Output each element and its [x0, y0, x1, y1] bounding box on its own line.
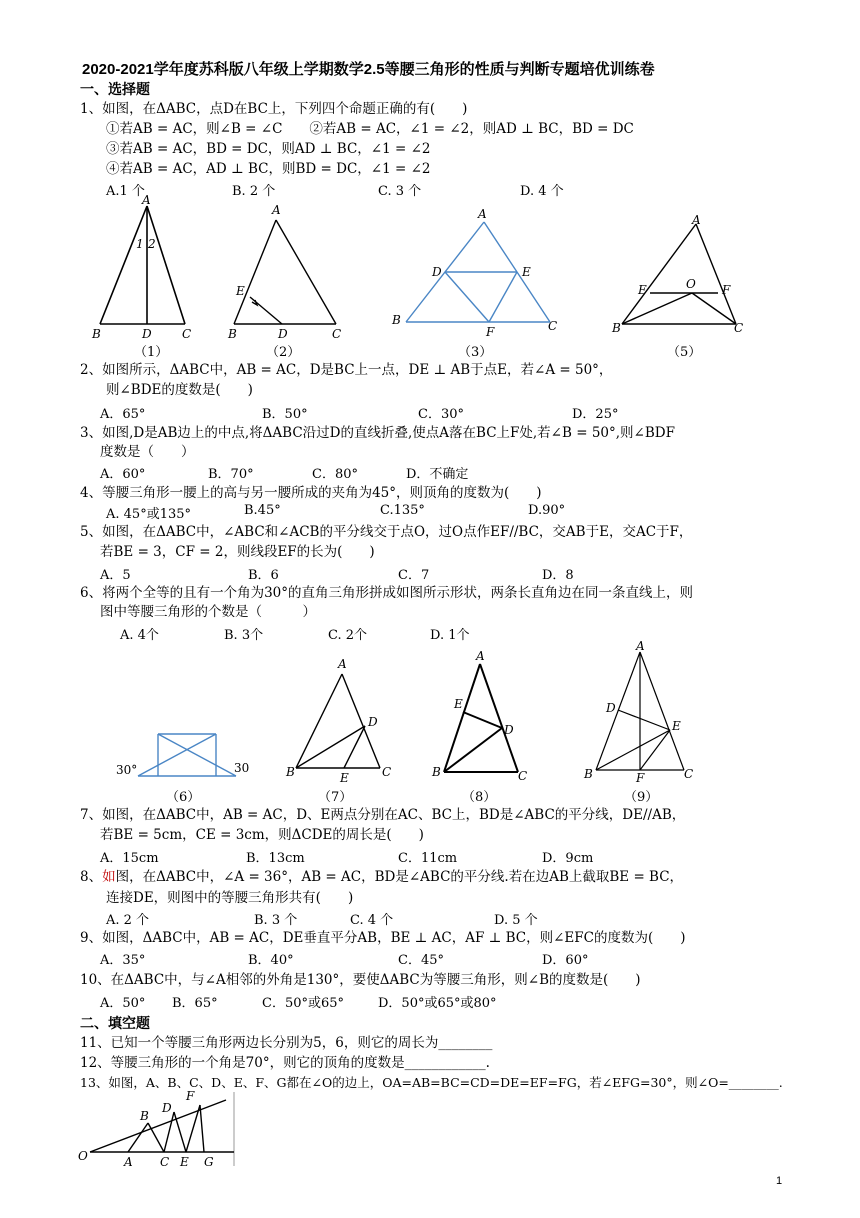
q1-proposition-4: ④若AB = AC，AD ⊥ BC，则BD = DC，∠1 = ∠2: [106, 161, 431, 177]
svg-text:1: 1: [136, 237, 144, 251]
figure-13: [76, 1090, 241, 1172]
q9-option-a: A．35°: [100, 953, 146, 968]
figure-1-caption: （1）: [134, 345, 169, 360]
svg-text:O: O: [78, 1149, 88, 1163]
svg-text:A: A: [636, 639, 645, 653]
svg-text:E: E: [236, 284, 245, 298]
q11-stem: 11、已知一个等腰三角形两边长分别为5，6，则它的周长为________: [80, 1035, 493, 1051]
svg-text:B: B: [228, 327, 237, 341]
q7-option-c: C．11cm: [398, 851, 458, 866]
q5-option-b: B．6: [248, 568, 279, 583]
q5-stem-line2: 若BE = 3，CF = 2，则线段EF的长为( ): [100, 544, 375, 560]
svg-text:F: F: [722, 283, 731, 297]
figure-5-caption: （5）: [667, 345, 702, 360]
q7-stem-line1: 7、如图，在ΔABC中，AB = AC，D、E两点分别在AC、BC上，BD是∠ABC的平分线，DE//AB，: [80, 807, 686, 823]
q8-stem-text: 图，在ΔABC中，∠A = 36°，AB = AC，BD是∠ABC的平分线.若在边AB上截取BE = BC，: [115, 869, 684, 885]
q4-option-a: A. 45°或135°: [106, 507, 192, 522]
q8-option-b: B. 3 个: [254, 913, 298, 928]
q7-option-a: A．15cm: [100, 851, 159, 866]
figure-6: [112, 726, 262, 782]
svg-text:A: A: [478, 207, 487, 221]
svg-text:C: C: [734, 321, 744, 335]
q13-stem: 13、如图，A、B、C、D、E、F、G都在∠O的边上，OA=AB=BC=CD=DE=EF=FG，若∠EFG=30°，则∠O=________.: [80, 1075, 783, 1090]
svg-text:D: D: [278, 327, 288, 341]
figure-5: [612, 213, 762, 340]
q6-option-b: B. 3个: [224, 628, 264, 643]
q1-option-c: C. 3 个: [378, 184, 422, 199]
q10-stem: 10、在ΔABC中，与∠A相邻的外角是130°，要使ΔABC为等腰三角形，则∠B的度数是( ): [80, 972, 641, 988]
svg-text:A: A: [476, 649, 485, 663]
figure-9: [580, 640, 710, 786]
svg-text:B: B: [432, 765, 441, 779]
q3-option-a: A．60°: [100, 467, 146, 482]
svg-text:C: C: [684, 767, 694, 781]
svg-text:C: C: [160, 1155, 170, 1169]
q6-stem-line1: 6、将两个全等的且有一个角为30°的直角三角形拼成如图所示形状，两条长直角边在同一条直线上，则: [80, 585, 694, 601]
q4-option-b: B.45°: [244, 503, 281, 518]
q3-option-d: D．不确定: [406, 467, 469, 482]
q2-stem-line2: 则∠BDE的度数是( ): [106, 382, 253, 398]
svg-text:D: D: [142, 327, 152, 341]
svg-text:D: D: [368, 715, 378, 729]
q7-option-d: D．9cm: [542, 851, 594, 866]
q3-stem-line1: 3、如图,D是AB边上的中点,将ΔABC沿过D的直线折叠,使点A落在BC上F处,若∠B = 50°,则∠BDF: [80, 425, 675, 441]
q6-stem-line2: 图中等腰三角形的个数是（ ）: [100, 604, 316, 620]
figure-2: [226, 200, 356, 346]
svg-text:B: B: [612, 321, 621, 335]
q2-stem-line1: 2、如图所示，ΔABC中，AB = AC，D是BC上一点，DE ⊥ AB于点E，若∠A = 50°，: [80, 362, 613, 378]
figure-7-caption: （7）: [318, 790, 353, 805]
q10-option-d: D．50°或65°或80°: [378, 996, 497, 1011]
q2-option-b: B．50°: [262, 407, 308, 422]
svg-text:A: A: [692, 213, 701, 227]
q5-option-a: A．5: [100, 568, 131, 583]
svg-text:B: B: [140, 1109, 149, 1123]
q8-red-char: 如: [102, 869, 116, 885]
q10-option-a: A．50°: [100, 996, 146, 1011]
q3-stem-line2: 度数是（ ）: [100, 444, 195, 460]
q1-option-b: B. 2 个: [232, 184, 276, 199]
q4-option-c: C.135°: [380, 503, 425, 518]
svg-text:B: B: [392, 313, 401, 327]
q7-stem-line2: 若BE = 5cm，CE = 3cm，则ΔCDE的周长是( ): [100, 827, 424, 843]
svg-text:C: C: [548, 319, 558, 333]
q1-option-a: A.1 个: [106, 184, 145, 199]
svg-text:O: O: [686, 277, 696, 291]
q4-option-d: D.90°: [528, 503, 566, 518]
q5-stem-line1: 5、如图，在ΔABC中，∠ABC和∠ACB的平分线交于点O，过O点作EF//BC，交AB于E，交AC于F，: [80, 524, 693, 540]
svg-text:D: D: [606, 701, 616, 715]
svg-text:C: C: [182, 327, 192, 341]
svg-text:E: E: [180, 1155, 189, 1169]
q5-option-c: C．7: [398, 568, 430, 583]
figure-1: [90, 193, 200, 346]
q4-stem: 4、等腰三角形一腰上的高与另一腰所成的夹角为45°，则顶角的度数为( ): [80, 485, 542, 501]
q1-stem: 1、如图，在ΔABC，点D在BC上，下列四个命题正确的有( ): [80, 101, 468, 117]
svg-text:E: E: [672, 719, 681, 733]
figure-8-caption: （8）: [462, 790, 497, 805]
svg-text:E: E: [454, 697, 463, 711]
q2-option-d: D．25°: [572, 407, 619, 422]
q1-proposition-1-2: ①若AB = AC，则∠B = ∠C ②若AB = AC，∠1 = ∠2，则AD ⊥ BC，BD = DC: [106, 121, 634, 137]
q6-option-c: C. 2个: [328, 628, 368, 643]
svg-text:2: 2: [148, 237, 156, 251]
svg-text:A: A: [142, 193, 151, 207]
q2-option-c: C．30°: [418, 407, 464, 422]
q10-option-b: B．65°: [172, 996, 218, 1011]
svg-text:C: C: [332, 327, 342, 341]
figure-3-caption: （3）: [458, 345, 493, 360]
svg-text:G: G: [204, 1155, 214, 1169]
q3-option-b: B．70°: [208, 467, 254, 482]
figure-3: [386, 206, 566, 338]
q9-stem: 9、如图，ΔABC中，AB = AC，DE垂直平分AB，BE ⊥ AC，AF ⊥ BC，则∠EFC的度数为( ): [80, 930, 686, 946]
svg-text:A: A: [272, 203, 281, 217]
q1-option-d: D. 4 个: [520, 184, 564, 199]
svg-text:A: A: [338, 657, 347, 671]
q1-proposition-3: ③若AB = AC，BD = DC，则AD ⊥ BC，∠1 = ∠2: [106, 141, 431, 157]
svg-text:D: D: [162, 1101, 172, 1115]
svg-text:A: A: [124, 1155, 133, 1169]
svg-text:F: F: [636, 771, 645, 785]
figure-7: [284, 656, 404, 786]
q8-stem-line1: [80, 867, 683, 887]
svg-text:30: 30: [234, 761, 250, 775]
figure-9-caption: （9）: [624, 790, 659, 805]
section-choice-heading: 一、选择题: [80, 81, 150, 97]
q7-option-b: B．13cm: [246, 851, 305, 866]
svg-text:B: B: [92, 327, 101, 341]
q6-option-d: D. 1个: [430, 628, 470, 643]
q9-option-c: C．45°: [398, 953, 444, 968]
svg-text:C: C: [382, 765, 392, 779]
q8-option-d: D. 5 个: [494, 913, 538, 928]
q5-option-d: D．8: [542, 568, 574, 583]
svg-text:B: B: [286, 765, 295, 779]
q9-option-b: B．40°: [248, 953, 294, 968]
q6-option-a: A. 4个: [120, 628, 159, 643]
figure-6-caption: （6）: [166, 790, 201, 805]
q3-option-c: C．80°: [312, 467, 358, 482]
svg-text:D: D: [504, 723, 514, 737]
svg-text:D: D: [432, 265, 442, 279]
q8-number: 8、: [80, 869, 103, 885]
page-title: 2020-2021学年度苏科版八年级上学期数学2.5等腰三角形的性质与判断专题培优训练卷: [82, 61, 655, 78]
svg-text:E: E: [522, 265, 531, 279]
svg-text:E: E: [638, 283, 647, 297]
svg-text:E: E: [340, 771, 349, 785]
q9-option-d: D．60°: [542, 953, 589, 968]
svg-text:C: C: [518, 769, 528, 783]
q8-stem-line2: 连接DE，则图中的等腰三角形共有( ): [106, 890, 354, 906]
q8-option-a: A. 2 个: [106, 913, 150, 928]
section-fill-heading: 二、填空题: [80, 1015, 150, 1031]
svg-text:F: F: [486, 325, 495, 339]
svg-text:30°: 30°: [116, 763, 138, 777]
q12-stem: 12、等腰三角形的一个角是70°，则它的顶角的度数是____________.: [80, 1055, 490, 1071]
figure-8: [430, 650, 540, 786]
q8-option-c: C. 4 个: [350, 913, 394, 928]
svg-text:F: F: [186, 1089, 195, 1103]
q10-option-c: C．50°或65°: [262, 996, 345, 1011]
page-number: 1: [776, 1175, 783, 1187]
figure-2-caption: （2）: [266, 345, 301, 360]
q2-option-a: A．65°: [100, 407, 146, 422]
svg-text:B: B: [584, 767, 593, 781]
